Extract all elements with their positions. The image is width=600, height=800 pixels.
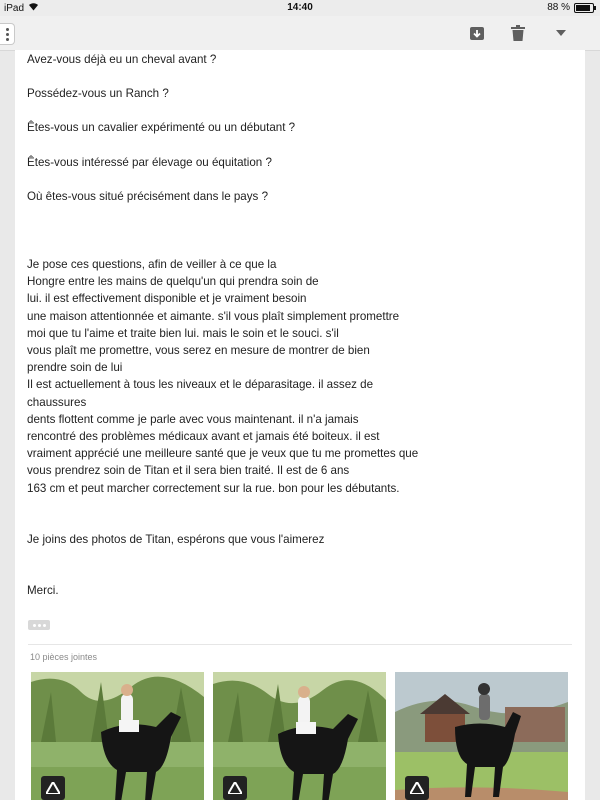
google-drive-icon — [405, 776, 429, 800]
attachment-thumbnail[interactable] — [213, 672, 386, 800]
battery-percentage: 88 % — [547, 2, 570, 13]
email-paragraph: Êtes-vous intéressé par élevage ou équitation ? — [27, 155, 272, 169]
email-paragraph: Je joins des photos de Titan, espérons que vous l'aimerez — [27, 532, 325, 546]
dropdown-arrow-icon[interactable] — [551, 23, 571, 43]
clock: 14:40 — [287, 2, 313, 13]
email-card — [15, 50, 585, 800]
divider — [28, 644, 572, 645]
email-paragraph: Possédez-vous un Ranch ? — [27, 87, 169, 101]
delete-icon[interactable] — [508, 23, 528, 43]
email-paragraph: Je pose ces questions, afin de veiller à ce que la Hongre entre les mains de quelqu'un qui prendra soin de lui. il est effectivement disponible et je vraiment besoin une maison attentionnée et aimante. s'il vous plaît simplement promettre moi que tu l'aime et traite bien lui. mais le soin et le souci. s'il vous plaît me promettre, vous serez en mesure de montrer de bien prendre soin de lui Il est actuellement à tous les niveaux et le déparasitage. il assez de chaussures dents flottent comme je parle avec vous maintenant. il n'a jamais rencontré des problèmes médicaux avant et jamais été boiteux. il est vraiment apprécié une meilleure santé que je veux que tu me promettes que vous prendrez soin de Titan et il sera bien traité. Il est de 6 ans 163 cm et peut marcher correctement sur la rue. bon pour les débutants. — [27, 258, 419, 495]
email-paragraph: Où êtes-vous situé précisément dans le pays ? — [27, 189, 269, 203]
status-bar — [0, 0, 600, 16]
email-paragraph: Êtes-vous un cavalier expérimenté ou un débutant ? — [27, 121, 296, 135]
archive-icon[interactable] — [467, 23, 487, 43]
google-drive-icon — [223, 776, 247, 800]
attachment-thumbnail[interactable] — [395, 672, 568, 800]
email-paragraph: Merci. — [27, 584, 59, 598]
email-body — [27, 50, 437, 599]
attachments-count: 10 pièces jointes — [30, 652, 98, 662]
battery-icon — [574, 3, 594, 13]
attachment-thumbnail[interactable] — [31, 672, 204, 800]
email-paragraph: Avez-vous déjà eu un cheval avant ? — [27, 53, 217, 66]
message-toolbar — [0, 16, 600, 51]
more-vert-icon[interactable] — [0, 23, 15, 45]
device-name: iPad — [4, 2, 25, 14]
show-trimmed-content-button[interactable] — [28, 620, 50, 630]
google-drive-icon — [41, 776, 65, 800]
